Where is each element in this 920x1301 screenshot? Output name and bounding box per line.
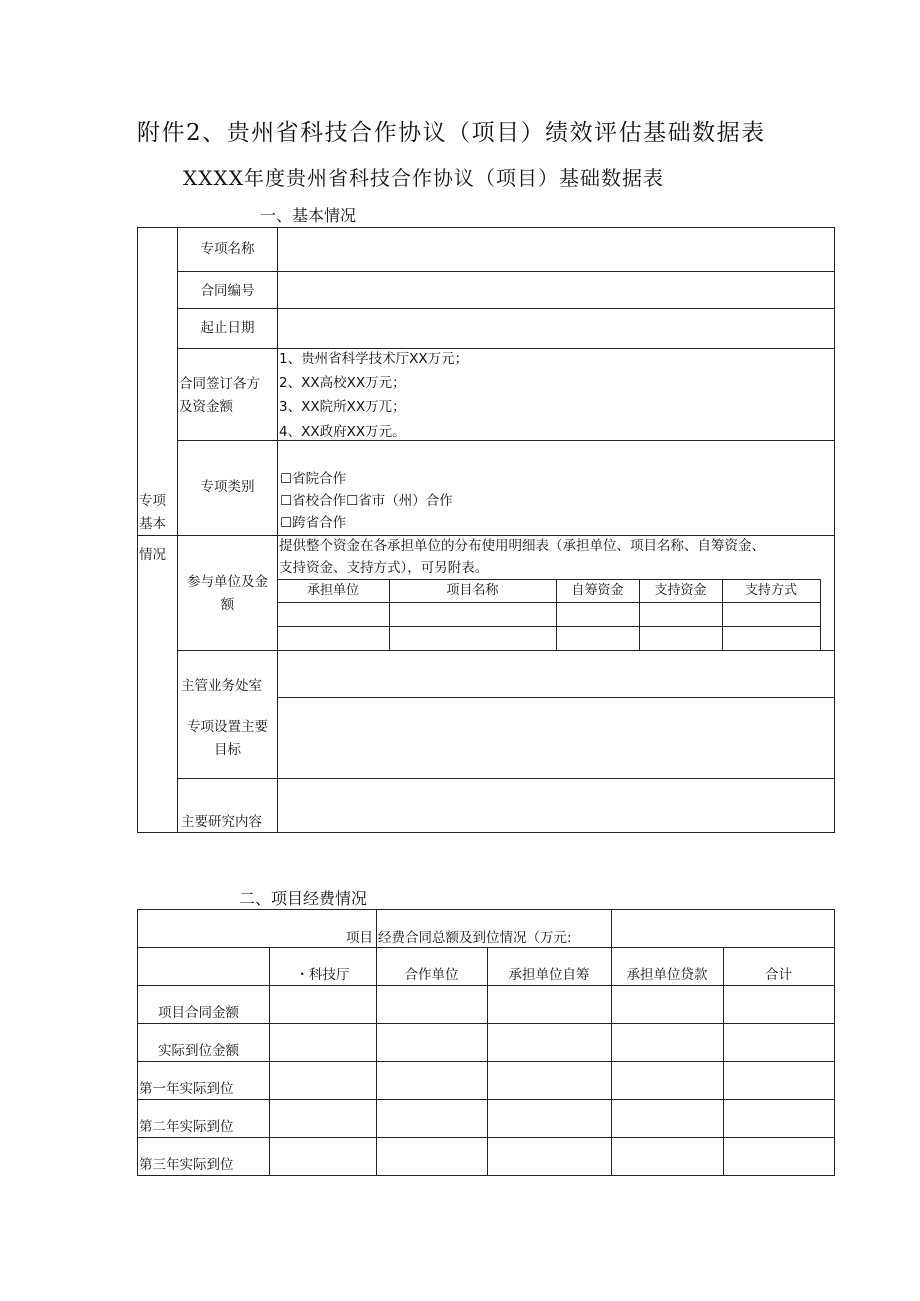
subtable-col-header: 承担单位 (306, 583, 359, 598)
section-basic-heading: 一、基本情况 (260, 206, 357, 225)
row-divider (137, 1137, 835, 1138)
group-label-line2: 基本 (139, 516, 166, 532)
funding-col-header: 合计 (765, 967, 792, 983)
col-divider (611, 909, 612, 1176)
category-option-1[interactable]: ☐省院合作 (280, 471, 347, 487)
col-divider (376, 909, 377, 1176)
label-participants-line2: 额 (220, 597, 235, 613)
label-goal-line1: 专项设置主要 (187, 719, 268, 735)
funding-col-header: 合作单位 (404, 967, 459, 983)
row-divider (137, 1023, 835, 1024)
signer-item: 4、XX政府XX万元。 (279, 424, 406, 440)
funding-row-label: 项目合同金额 (158, 1005, 239, 1021)
label-category: 专项类别 (200, 479, 255, 495)
table-border-right (834, 909, 835, 1176)
subtable-col-header: 支持方式 (744, 583, 797, 598)
label-content: 主要研究内容 (181, 814, 262, 830)
signer-item: 3、XX院所XX万兀； (279, 399, 406, 415)
subtable-col-header: 自筹资金 (571, 583, 624, 598)
annual-table-title: XXXX年度贵州省科技合作协议（项目）基础数据表 (183, 166, 664, 190)
table-border-top (137, 909, 835, 910)
attachment-title: 附件2、贵州省科技合作协议（项目）绩效评估基础数据表 (137, 120, 766, 146)
funding-header-part1: 项目 (346, 930, 373, 946)
category-option-2-3[interactable]: ☐省校合作☐省市（州）合作 (280, 493, 453, 509)
signer-item: 2、XX高校XX万元； (279, 375, 406, 391)
funding-header-part2: 经费合同总额及到位情况（万元: (378, 930, 572, 946)
subtable-col-header: 支持资金 (654, 583, 707, 598)
funding-row-label: 第一年实际到位 (139, 1081, 234, 1097)
participants-note-line2: 支持资金、支持方式），可另附表。 (279, 560, 489, 576)
checkbox-icon[interactable]: ☐ (280, 493, 293, 509)
funding-row-label: 第三年实际到位 (139, 1157, 234, 1173)
funding-col-header: 承担单位贷款 (626, 967, 708, 983)
funding-col-header: ・科技厅 (295, 967, 350, 983)
checkbox-icon[interactable]: ☐ (346, 493, 359, 509)
signer-item: 1、贵州省科学技术厅XX万元； (279, 351, 469, 367)
label-signers-line2: 及资金额 (179, 399, 233, 415)
label-signers-line1: 合同签订各方 (179, 376, 260, 392)
funding-row-label: 第二年实际到位 (139, 1119, 234, 1135)
row-divider (137, 1099, 835, 1100)
table-border-bottom (137, 1175, 835, 1176)
table-border-left (137, 909, 138, 1176)
funding-col-header: 承担单位自筹 (508, 967, 590, 983)
label-participants-line1: 参与单位及金 (187, 574, 268, 590)
label-dept: 主管业务处室 (181, 678, 262, 694)
subtable-col-header: 项目名称 (446, 583, 499, 598)
label-project-name: 专项名称 (200, 241, 255, 257)
checkbox-icon[interactable]: ☐ (280, 515, 293, 531)
group-label-line3: 情况 (139, 547, 166, 563)
funding-row-label: 实际到位金额 (158, 1043, 239, 1059)
checkbox-icon[interactable]: ☐ (280, 471, 293, 487)
label-date-range: 起止日期 (200, 320, 255, 336)
category-option-4[interactable]: ☐跨省合作 (280, 515, 347, 531)
section-funding-heading: 二、项目经费情况 (239, 889, 368, 908)
label-contract-no: 合同编号 (200, 283, 255, 299)
row-divider (137, 1061, 835, 1062)
group-label-line1: 专项 (139, 493, 166, 509)
label-goal-line2: 目标 (214, 742, 241, 758)
participants-note-line1: 提供整个资金在各承担单位的分布使用明细表（承担单位、项目名称、自筹资金、 (279, 538, 765, 554)
